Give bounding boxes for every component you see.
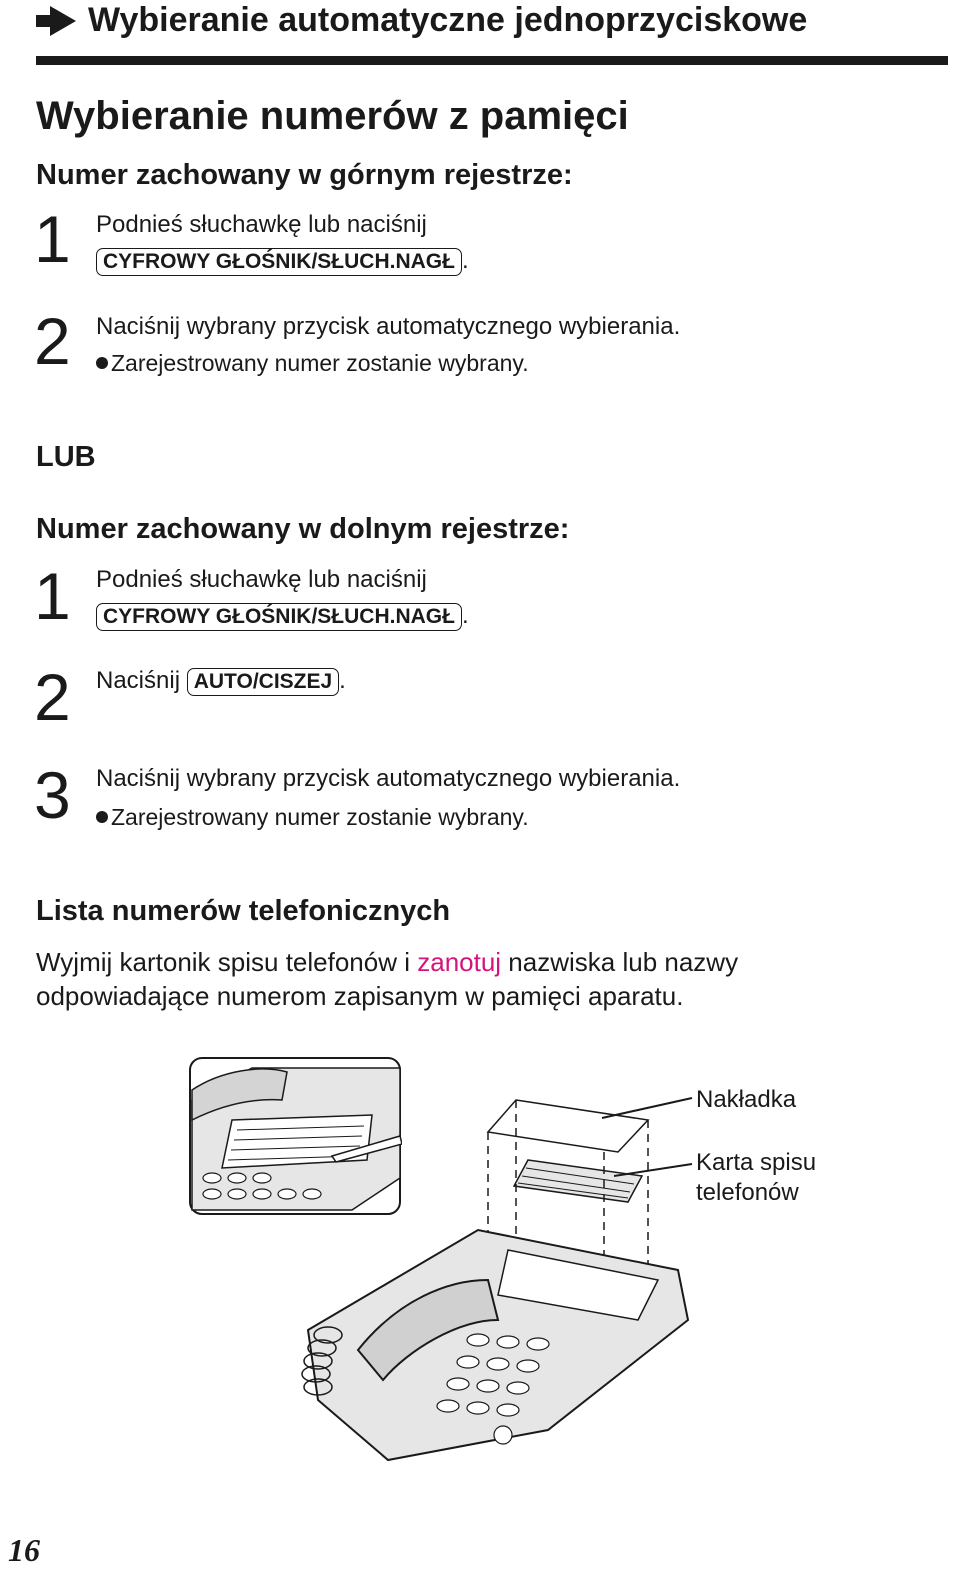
label-overlay: Nakładka [696,1086,797,1113]
step-number: 2 [34,304,71,378]
key-cyfrowy-glosnik: CYFROWY GŁOŚNIK/SŁUCH.NAGŁ [96,603,462,631]
section-header [36,0,948,40]
step-key-line [96,244,469,278]
step-text: Naciśnij wybrany przycisk automatycznego wybierania. [96,313,681,340]
phone-list-paragraph-line2: odpowiadające numerom zapisanym w pamięci aparatu. [36,981,684,1011]
step-text: Naciśnij wybrany przycisk automatycznego wybierania. [96,765,681,792]
step-text: Podnieś słuchawkę lub naciśnij [96,566,427,593]
label-card-line1: Karta spisu [696,1149,817,1176]
section-title: Wybieranie automatyczne jednoprzyciskowe [88,1,808,39]
key-auto-ciszej: AUTO/CISZEJ [187,668,339,696]
callout-lines [600,1090,700,1190]
label-card-line2: telefonów [696,1179,799,1206]
step-key-line: Naciśnij AUTO/CISZEJ . [96,667,346,694]
step-punct: . [461,247,469,274]
step-note: Zarejestrowany numer zostanie wybrany. [96,346,529,380]
step-note: Zarejestrowany numer zostanie wybrany. [96,800,529,834]
accent-word: zanotuj [417,947,502,977]
header-rule [36,56,948,65]
key-cyfrowy-glosnik: CYFROWY GŁOŚNIK/SŁUCH.NAGŁ [96,248,462,276]
page-number: 16 [8,1532,40,1568]
step-punct: . [461,602,469,629]
step-key-line [96,599,469,633]
step-number: 1 [34,559,71,633]
arrow-right-icon [36,6,78,36]
step-text: Podnieś słuchawkę lub naciśnij [96,211,427,238]
bullet-icon [96,811,108,823]
step-punct: . [339,667,346,694]
lower-register-heading: Numer zachowany w dolnym rejestrze: [36,513,570,545]
step-number: 2 [34,660,71,734]
step-number: 1 [34,202,71,276]
upper-register-heading: Numer zachowany w górnym rejestrze: [36,159,573,191]
phone-list-heading: Lista numerów telefonicznych [36,895,451,927]
bullet-icon [96,357,108,369]
phone-list-paragraph-line1: Wyjmij kartonik spisu telefonów i zanotuj nazwiska lub nazwy [36,947,739,977]
page-title: Wybieranie numerów z pamięci [36,94,629,138]
or-label: LUB [36,441,96,473]
step-number: 3 [34,758,71,832]
